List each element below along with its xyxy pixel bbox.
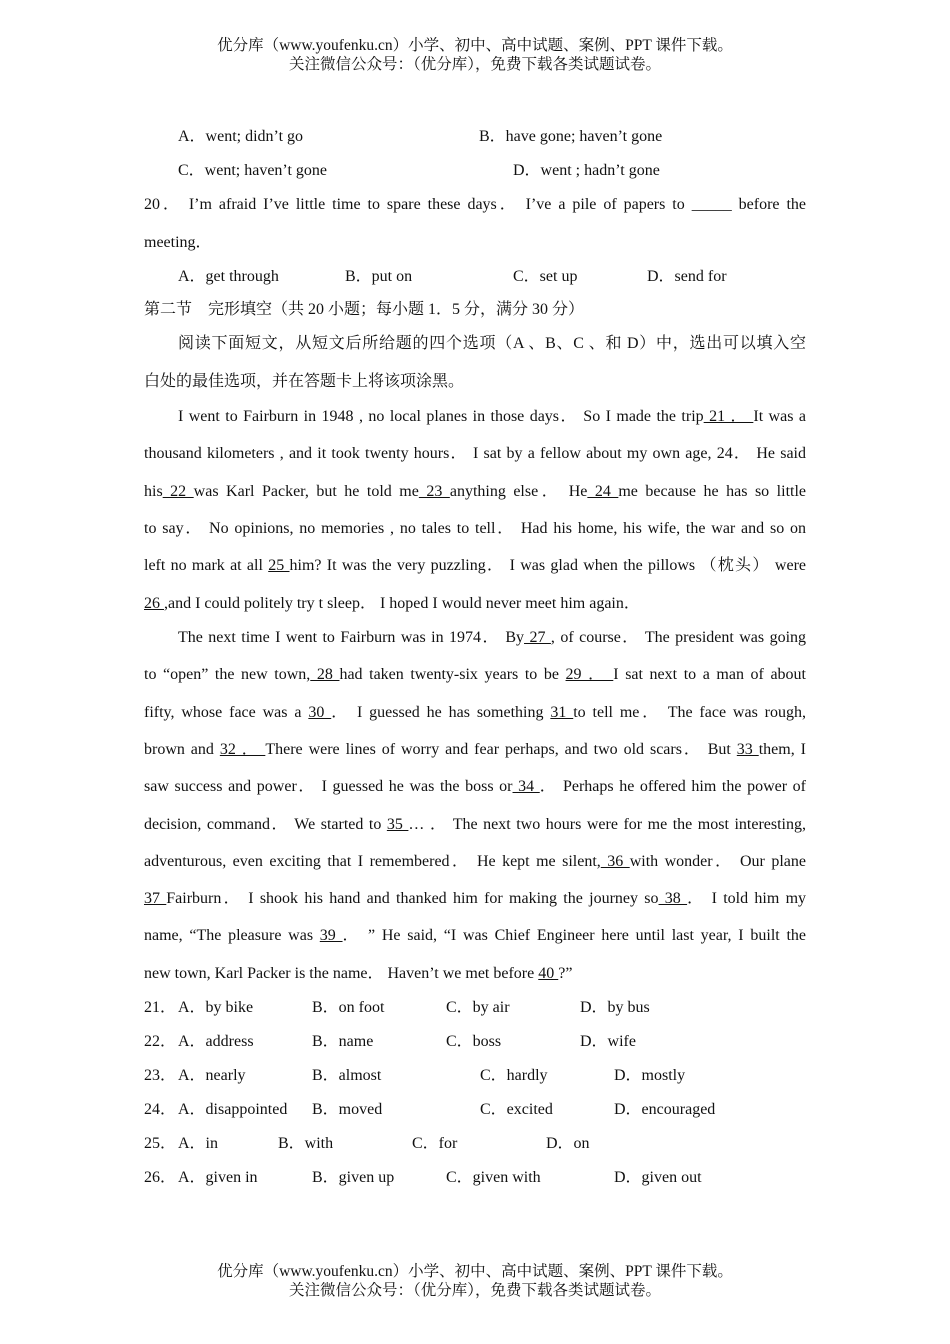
passage-text: his xyxy=(144,483,163,500)
q19-option-b: B．have gone; haven’t gone xyxy=(479,128,663,145)
blank: 25 xyxy=(268,557,290,574)
blank: 28 xyxy=(310,666,340,683)
passage-text: decision, command． We started to xyxy=(144,816,387,833)
passage-line xyxy=(144,815,806,835)
passage-text: ． I told him my xyxy=(687,890,807,907)
question-option-a: A．address xyxy=(178,1033,254,1050)
passage-text: new town, Karl Packer is the name． Haven’t we met before xyxy=(144,965,539,982)
passage-text: , of course． The president was going xyxy=(550,629,807,646)
page-footer xyxy=(0,1262,950,1300)
question-option-d: D．on xyxy=(546,1135,590,1152)
blank: 33 xyxy=(736,741,759,758)
passage-text: to “open” the new town, xyxy=(144,666,311,683)
q19-option-a: A．went; didn’t go xyxy=(178,128,304,145)
blank: 35 xyxy=(386,816,409,833)
passage-text: them, I xyxy=(758,741,806,758)
passage-text: to tell me． The face was rough, xyxy=(573,704,807,721)
passage-text: me because he has so little xyxy=(618,483,807,500)
q20-stem-line-1: 20． I’m afraid I’ve little time to spare these days． I’ve a pile of papers to _____ before the xyxy=(144,196,807,213)
blank: 39 xyxy=(319,927,343,944)
passage-line xyxy=(144,852,806,872)
passage-text: had taken twenty-six years to be xyxy=(339,666,566,683)
question-option-d: D．by bus xyxy=(580,999,650,1016)
passage-line xyxy=(144,889,806,909)
passage-text: left no mark at all xyxy=(144,557,269,574)
passage-line xyxy=(144,703,806,723)
blank: 37 xyxy=(144,890,167,907)
passage-text: ． ” He said, “I was Chief Engineer here until last year, I built the xyxy=(342,927,806,944)
passage-text: anything else． He xyxy=(449,483,588,500)
q20-stem-line-2: meeting． xyxy=(144,234,212,251)
passage-text: ?” xyxy=(558,965,573,982)
header-line-1: 优分库（www.youfenku.cn）小学、初中、高中试题、案例、PPT 课件下载。 xyxy=(217,37,733,54)
question-option-d: D．encouraged xyxy=(614,1101,716,1118)
question-option-d: D．given out xyxy=(614,1169,702,1186)
footer-line-1: 优分库（www.youfenku.cn）小学、初中、高中试题、案例、PPT 课件下载。 xyxy=(217,1263,733,1280)
question-option-b: B．almost xyxy=(312,1067,382,1084)
blank: 32 ． xyxy=(219,741,266,758)
section-instructions-line-1: 阅读下面短文，从短文后所给题的四个选项（A 、B、C 、和 D）中，选出可以填入空 xyxy=(178,335,806,352)
question-number: 21． xyxy=(144,999,177,1016)
question-number: 25． xyxy=(144,1135,177,1152)
q20-option-a: A．get through xyxy=(178,268,279,285)
passage-line xyxy=(144,964,572,984)
q20-option-b: B．put on xyxy=(345,268,413,285)
q20-option-c: C．set up xyxy=(513,268,578,285)
passage-line xyxy=(144,665,806,685)
question-number: 23． xyxy=(144,1067,177,1084)
question-number: 22． xyxy=(144,1033,177,1050)
question-option-c: C．for xyxy=(412,1135,458,1152)
blank: 22 xyxy=(162,483,194,500)
blank: 34 xyxy=(512,778,540,795)
question-option-c: C．excited xyxy=(480,1101,553,1118)
passage-text: … ． The next two hours were for me the most interesting, xyxy=(408,816,806,833)
q20-option-d: D．send for xyxy=(647,268,727,285)
blank: 31 xyxy=(550,704,574,721)
question-option-b: B．moved xyxy=(312,1101,383,1118)
passage-text: ． Perhaps he offered him the power of xyxy=(539,778,806,795)
blank: 24 xyxy=(587,483,619,500)
passage-line xyxy=(178,628,806,648)
question-option-a: A．given in xyxy=(178,1169,258,1186)
blank: 30 xyxy=(308,704,332,721)
passage-text: to say． No opinions, no memories , no tales to tell． Had his home, his wife, the war and so on xyxy=(144,520,807,537)
question-option-c: C．by air xyxy=(446,999,510,1016)
passage-line xyxy=(144,519,806,539)
passage-line xyxy=(144,926,806,946)
passage-text: brown and xyxy=(144,741,220,758)
passage-text: thousand kilometers , and it took twenty hours． I sat by a fellow about my own age, 24． He said xyxy=(144,445,807,462)
passage-line xyxy=(144,556,806,576)
passage-text: It was a xyxy=(753,408,806,425)
blank: 27 xyxy=(524,629,551,646)
blank: 40 xyxy=(538,965,559,982)
blank: 29 ． xyxy=(565,666,614,683)
passage-text: fifty, whose face was a xyxy=(144,704,309,721)
footer-line-2: 关注微信公众号：（优分库），免费下载各类试题试卷。 xyxy=(288,1282,661,1299)
question-option-d: D．wife xyxy=(580,1033,636,1050)
blank: 23 xyxy=(418,483,450,500)
passage-text: ,and I could politely try t sleep． I hoped I would never meet him again． xyxy=(164,595,640,612)
q19-option-d: D．went ; hadn’t gone xyxy=(513,162,660,179)
question-option-a: A．by bike xyxy=(178,999,254,1016)
passage-line xyxy=(144,740,806,760)
passage-line xyxy=(144,444,806,464)
passage-text: him? It was the very puzzling． I was glad when the pillows （枕头） were xyxy=(289,557,807,574)
passage-text: adventurous, even exciting that I remembered． He kept me silent, xyxy=(144,853,601,870)
passage-text: was Karl Packer, but he told me xyxy=(193,483,419,500)
passage-line xyxy=(144,594,640,614)
passage-line xyxy=(144,777,806,797)
blank: 21 ． xyxy=(703,408,754,425)
q19-option-c: C．went; haven’t gone xyxy=(178,162,328,179)
question-option-d: D．mostly xyxy=(614,1067,686,1084)
question-option-c: C．hardly xyxy=(480,1067,548,1084)
question-number: 26． xyxy=(144,1169,177,1186)
passage-text: name, “The pleasure was xyxy=(144,927,320,944)
section-instructions-line-2: 白处的最佳选项，并在答题卡上将该项涂黑。 xyxy=(144,373,465,390)
question-option-c: C．boss xyxy=(446,1033,502,1050)
passage-text: with wonder． Our plane xyxy=(629,853,806,870)
question-option-a: A．in xyxy=(178,1135,219,1152)
section-title: 第二节 完形填空（共 20 小题；每小题 1．5 分，满分 30 分） xyxy=(144,301,585,318)
blank: 36 xyxy=(600,853,630,870)
question-option-b: B．with xyxy=(278,1135,334,1152)
blank: 26 xyxy=(144,595,164,612)
header-line-2: 关注微信公众号：（优分库），免费下载各类试题试卷。 xyxy=(288,56,661,73)
question-option-b: B．name xyxy=(312,1033,374,1050)
passage-text: I went to Fairburn in 1948 , no local planes in those days． So I made the trip xyxy=(178,408,704,425)
passage-text: ． I guessed he has something xyxy=(331,704,551,721)
passage-text: saw success and power． I guessed he was the boss or xyxy=(144,778,513,795)
blank: 38 xyxy=(658,890,688,907)
passage-text: There were lines of worry and fear perhaps, and two old scars． But xyxy=(265,741,737,758)
question-option-a: A．disappointed xyxy=(178,1101,288,1118)
page-header xyxy=(0,36,950,74)
passage-line xyxy=(178,407,806,427)
passage-line xyxy=(144,482,806,502)
question-option-c: C．given with xyxy=(446,1169,541,1186)
passage-text: The next time I went to Fairburn was in 1974． By xyxy=(178,629,525,646)
question-option-b: B．given up xyxy=(312,1169,395,1186)
question-option-a: A．nearly xyxy=(178,1067,246,1084)
passage-text: Fairburn． I shook his hand and thanked him for making the journey so xyxy=(166,890,659,907)
question-option-b: B．on foot xyxy=(312,999,385,1016)
passage-text: I sat next to a man of about xyxy=(613,666,806,683)
question-number: 24． xyxy=(144,1101,177,1118)
